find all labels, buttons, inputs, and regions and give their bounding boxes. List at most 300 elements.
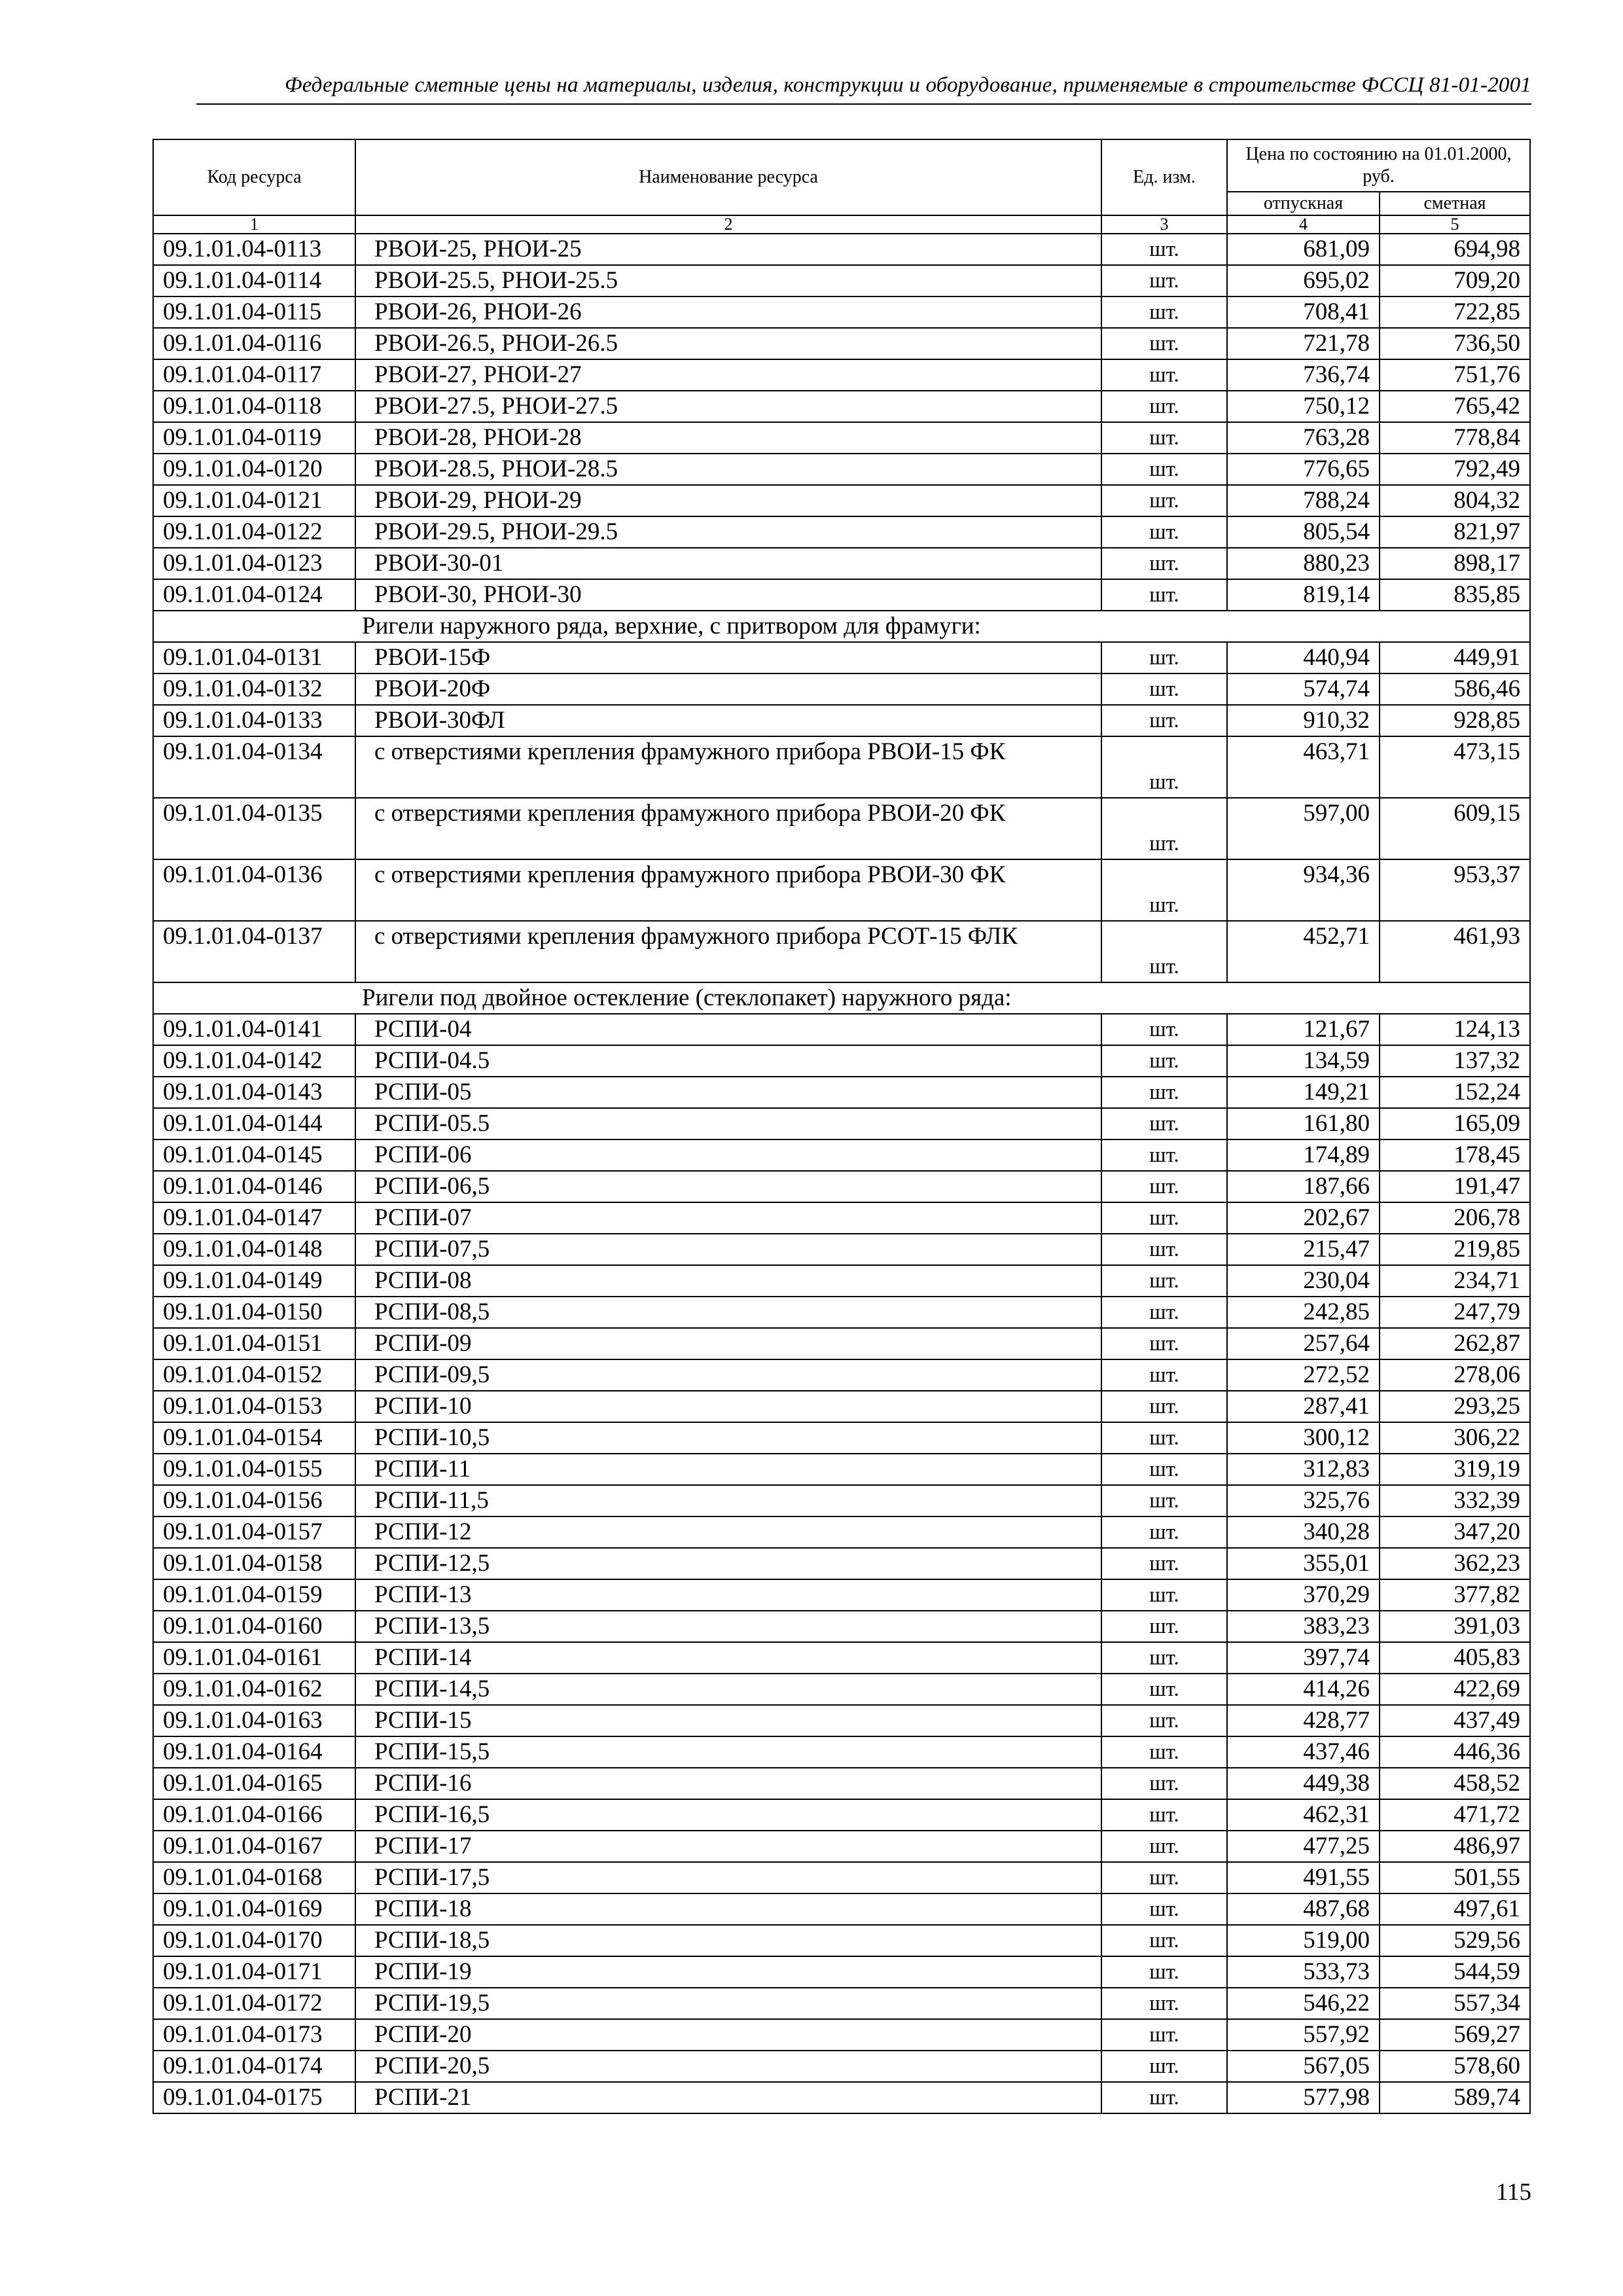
resource-name: РСПИ-08,5: [355, 1297, 1101, 1328]
resource-code: 09.1.01.04-0170: [153, 1925, 355, 1956]
release-price: 491,55: [1227, 1862, 1380, 1893]
estimate-price: 736,50: [1380, 328, 1530, 359]
resource-name: РСПИ-14: [355, 1642, 1101, 1674]
table-row: [153, 1768, 1530, 1799]
resource-code: 09.1.01.04-0147: [153, 1202, 355, 1234]
resource-code: 09.1.01.04-0164: [153, 1736, 355, 1768]
release-price: 546,22: [1227, 1988, 1380, 2019]
estimate-price: 362,23: [1380, 1548, 1530, 1579]
table-row: [153, 516, 1530, 548]
table-row: [153, 1642, 1530, 1674]
table-row: [153, 1548, 1530, 1579]
resource-name: РСПИ-20: [355, 2019, 1101, 2051]
resource-name: РСПИ-05.5: [355, 1108, 1101, 1139]
estimate-price: 529,56: [1380, 1925, 1530, 1956]
resource-name: РСПИ-15: [355, 1705, 1101, 1736]
release-price: 557,92: [1227, 2019, 1380, 2051]
resource-name: РВОИ-29.5, РНОИ-29.5: [355, 516, 1101, 548]
unit: шт.: [1101, 1171, 1227, 1202]
table-row: [153, 1359, 1530, 1391]
estimate-price: 751,76: [1380, 359, 1530, 391]
table-row: [153, 1234, 1530, 1265]
release-price: 134,59: [1227, 1045, 1380, 1077]
column-number: 1: [153, 215, 355, 234]
release-price: 736,74: [1227, 359, 1380, 391]
resource-code: 09.1.01.04-0151: [153, 1328, 355, 1359]
unit: шт.: [1101, 1768, 1227, 1799]
unit: шт.: [1101, 454, 1227, 485]
unit: шт.: [1101, 1422, 1227, 1454]
resource-code: 09.1.01.04-0141: [153, 1014, 355, 1045]
resource-code: 09.1.01.04-0116: [153, 328, 355, 359]
table-row: [153, 422, 1530, 454]
resource-code: 09.1.01.04-0134: [153, 736, 355, 798]
unit: шт.: [1101, 1579, 1227, 1611]
estimate-price: 804,32: [1380, 485, 1530, 516]
unit: шт.: [1101, 1234, 1227, 1265]
table-row: [153, 1611, 1530, 1642]
resource-name: РСПИ-10,5: [355, 1422, 1101, 1454]
resource-code: 09.1.01.04-0113: [153, 234, 355, 265]
header-code: Код ресурса: [153, 139, 355, 215]
column-number: 3: [1101, 215, 1227, 234]
table-row: [153, 485, 1530, 516]
table-row: [153, 1108, 1530, 1139]
resource-name: РВОИ-30ФЛ: [355, 705, 1101, 736]
estimate-price: 694,98: [1380, 234, 1530, 265]
release-price: 242,85: [1227, 1297, 1380, 1328]
column-number: 5: [1380, 215, 1530, 234]
estimate-price: 578,60: [1380, 2051, 1530, 2082]
estimate-price: 778,84: [1380, 422, 1530, 454]
estimate-price: 319,19: [1380, 1454, 1530, 1485]
table-row: [153, 642, 1530, 673]
resource-code: 09.1.01.04-0157: [153, 1516, 355, 1548]
table-body: [153, 234, 1530, 2113]
unit: шт.: [1101, 1831, 1227, 1862]
table-row: [153, 1202, 1530, 1234]
estimate-price: 165,09: [1380, 1108, 1530, 1139]
resource-code: 09.1.01.04-0158: [153, 1548, 355, 1579]
resource-code: 09.1.01.04-0152: [153, 1359, 355, 1391]
unit: шт.: [1101, 1202, 1227, 1234]
unit: шт.: [1101, 328, 1227, 359]
estimate-price: 262,87: [1380, 1328, 1530, 1359]
table-row: [153, 454, 1530, 485]
release-price: 230,04: [1227, 1265, 1380, 1297]
estimate-price: 332,39: [1380, 1485, 1530, 1516]
resource-code: 09.1.01.04-0150: [153, 1297, 355, 1328]
table-row: [153, 391, 1530, 422]
estimate-price: 497,61: [1380, 1893, 1530, 1925]
unit: шт.: [1101, 234, 1227, 265]
table-row: [153, 673, 1530, 705]
resource-name: РСПИ-12: [355, 1516, 1101, 1548]
document-header: Федеральные сметные цены на материалы, изделия, конструкции и оборудование, применяемые в строительстве ФССЦ 81-01-2001: [284, 73, 1531, 97]
table-row: [153, 1831, 1530, 1862]
resource-name: РВОИ-27, РНОИ-27: [355, 359, 1101, 391]
release-price: 681,09: [1227, 234, 1380, 265]
table-row: [153, 1674, 1530, 1705]
unit: шт.: [1101, 265, 1227, 296]
resource-name: РСПИ-09: [355, 1328, 1101, 1359]
unit: шт.: [1101, 1391, 1227, 1422]
release-price: 788,24: [1227, 485, 1380, 516]
resource-code: 09.1.01.04-0160: [153, 1611, 355, 1642]
release-price: 161,80: [1227, 1108, 1380, 1139]
release-price: 149,21: [1227, 1077, 1380, 1108]
column-number: 2: [355, 215, 1101, 234]
release-price: 449,38: [1227, 1768, 1380, 1799]
resource-name: РВОИ-27.5, РНОИ-27.5: [355, 391, 1101, 422]
estimate-price: 586,46: [1380, 673, 1530, 705]
estimate-price: 898,17: [1380, 548, 1530, 579]
unit: шт.: [1101, 705, 1227, 736]
header-unit: Ед. изм.: [1101, 139, 1227, 215]
table-row: [153, 1799, 1530, 1831]
table-row: [153, 548, 1530, 579]
resource-code: 09.1.01.04-0115: [153, 296, 355, 328]
estimate-price: 247,79: [1380, 1297, 1530, 1328]
unit: шт.: [1101, 1045, 1227, 1077]
resource-code: 09.1.01.04-0118: [153, 391, 355, 422]
resource-code: 09.1.01.04-0142: [153, 1045, 355, 1077]
unit: шт.: [1101, 1485, 1227, 1516]
resource-code: 09.1.01.04-0124: [153, 579, 355, 611]
release-price: 325,76: [1227, 1485, 1380, 1516]
estimate-price: 722,85: [1380, 296, 1530, 328]
resource-code: 09.1.01.04-0168: [153, 1862, 355, 1893]
unit: шт.: [1101, 485, 1227, 516]
table-row: [153, 1736, 1530, 1768]
resource-code: 09.1.01.04-0175: [153, 2082, 355, 2113]
page-number: 115: [1495, 2179, 1531, 2206]
estimate-price: 609,15: [1380, 798, 1530, 859]
estimate-price: 437,49: [1380, 1705, 1530, 1736]
unit: шт.: [1101, 1705, 1227, 1736]
resource-code: 09.1.01.04-0132: [153, 673, 355, 705]
table-row: [153, 234, 1530, 265]
resource-name: РВОИ-20Ф: [355, 673, 1101, 705]
estimate-price: 178,45: [1380, 1139, 1530, 1171]
estimate-price: 405,83: [1380, 1642, 1530, 1674]
release-price: 312,83: [1227, 1454, 1380, 1485]
release-price: 819,14: [1227, 579, 1380, 611]
release-price: 533,73: [1227, 1956, 1380, 1988]
table-row: [153, 1893, 1530, 1925]
table-row: [153, 859, 1530, 921]
release-price: 187,66: [1227, 1171, 1380, 1202]
resource-name: РВОИ-30-01: [355, 548, 1101, 579]
resource-name: РСПИ-13: [355, 1579, 1101, 1611]
unit: шт.: [1101, 1359, 1227, 1391]
resource-name: РСПИ-17,5: [355, 1862, 1101, 1893]
resource-name: с отверстиями крепления фрамужного прибора РВОИ-30 ФК: [355, 859, 1101, 921]
release-price: 519,00: [1227, 1925, 1380, 1956]
table-row: [153, 1328, 1530, 1359]
table-row: [153, 579, 1530, 611]
header-release-price: отпускная: [1227, 192, 1380, 215]
table-row: [153, 1045, 1530, 1077]
estimate-price: 792,49: [1380, 454, 1530, 485]
section-heading-row: [153, 982, 1530, 1014]
resource-code: 09.1.01.04-0148: [153, 1234, 355, 1265]
release-price: 257,64: [1227, 1328, 1380, 1359]
resource-code: 09.1.01.04-0149: [153, 1265, 355, 1297]
release-price: 463,71: [1227, 736, 1380, 798]
release-price: 287,41: [1227, 1391, 1380, 1422]
table-row: [153, 798, 1530, 859]
estimate-price: 835,85: [1380, 579, 1530, 611]
resource-code: 09.1.01.04-0137: [153, 921, 355, 982]
unit: шт.: [1101, 422, 1227, 454]
table-row: [153, 1862, 1530, 1893]
resource-name: РСПИ-16: [355, 1768, 1101, 1799]
header-rule: [196, 103, 1531, 105]
unit: шт.: [1101, 1925, 1227, 1956]
resource-name: РВОИ-26, РНОИ-26: [355, 296, 1101, 328]
estimate-price: 391,03: [1380, 1611, 1530, 1642]
table-row: [153, 1077, 1530, 1108]
resource-name: РСПИ-09,5: [355, 1359, 1101, 1391]
resource-name: РСПИ-19: [355, 1956, 1101, 1988]
resource-name: РВОИ-30, РНОИ-30: [355, 579, 1101, 611]
estimate-price: 709,20: [1380, 265, 1530, 296]
release-price: 577,98: [1227, 2082, 1380, 2113]
section-heading: Ригели под двойное остекление (стеклопакет) наружного ряда:: [355, 982, 1530, 1014]
estimate-price: 206,78: [1380, 1202, 1530, 1234]
unit: шт.: [1101, 296, 1227, 328]
estimate-price: 821,97: [1380, 516, 1530, 548]
header-price-group: Цена по состоянию на 01.01.2000, руб.: [1227, 139, 1530, 192]
resource-name: РСПИ-05: [355, 1077, 1101, 1108]
resource-code: 09.1.01.04-0156: [153, 1485, 355, 1516]
resource-name: с отверстиями крепления фрамужного прибора РСОТ-15 ФЛК: [355, 921, 1101, 982]
resource-code: 09.1.01.04-0162: [153, 1674, 355, 1705]
resource-name: РСПИ-18: [355, 1893, 1101, 1925]
resource-code: 09.1.01.04-0135: [153, 798, 355, 859]
release-price: 805,54: [1227, 516, 1380, 548]
resource-name: РВОИ-25, РНОИ-25: [355, 234, 1101, 265]
unit: шт.: [1101, 548, 1227, 579]
resource-name: РВОИ-29, РНОИ-29: [355, 485, 1101, 516]
unit: шт.: [1101, 1736, 1227, 1768]
estimate-price: 544,59: [1380, 1956, 1530, 1988]
resource-name: РСПИ-18,5: [355, 1925, 1101, 1956]
unit: шт.: [1101, 579, 1227, 611]
table-row: [153, 1171, 1530, 1202]
unit: шт.: [1101, 1862, 1227, 1893]
section-spacer: [153, 982, 355, 1014]
resource-code: 09.1.01.04-0143: [153, 1077, 355, 1108]
resource-code: 09.1.01.04-0174: [153, 2051, 355, 2082]
estimate-price: 501,55: [1380, 1862, 1530, 1893]
unit: шт.: [1101, 736, 1227, 798]
resource-name: РСПИ-04.5: [355, 1045, 1101, 1077]
estimate-price: 293,25: [1380, 1391, 1530, 1422]
estimate-price: 486,97: [1380, 1831, 1530, 1862]
unit: шт.: [1101, 859, 1227, 921]
unit: шт.: [1101, 2082, 1227, 2113]
header-estimate-price: сметная: [1380, 192, 1530, 215]
release-price: 750,12: [1227, 391, 1380, 422]
column-number-row: [153, 215, 1530, 234]
resource-name: РСПИ-12,5: [355, 1548, 1101, 1579]
unit: шт.: [1101, 516, 1227, 548]
release-price: 215,47: [1227, 1234, 1380, 1265]
estimate-price: 569,27: [1380, 2019, 1530, 2051]
resource-code: 09.1.01.04-0144: [153, 1108, 355, 1139]
estimate-price: 589,74: [1380, 2082, 1530, 2113]
unit: шт.: [1101, 1077, 1227, 1108]
resource-code: 09.1.01.04-0161: [153, 1642, 355, 1674]
unit: шт.: [1101, 798, 1227, 859]
unit: шт.: [1101, 1642, 1227, 1674]
resource-code: 09.1.01.04-0172: [153, 1988, 355, 2019]
section-spacer: [153, 611, 355, 642]
resource-name: РСПИ-11: [355, 1454, 1101, 1485]
unit: шт.: [1101, 1988, 1227, 2019]
estimate-price: 377,82: [1380, 1579, 1530, 1611]
resource-name: РВОИ-28, РНОИ-28: [355, 422, 1101, 454]
resource-name: с отверстиями крепления фрамужного прибора РВОИ-15 ФК: [355, 736, 1101, 798]
table-row: [153, 2082, 1530, 2113]
unit: шт.: [1101, 1674, 1227, 1705]
release-price: 477,25: [1227, 1831, 1380, 1862]
release-price: 370,29: [1227, 1579, 1380, 1611]
release-price: 597,00: [1227, 798, 1380, 859]
estimate-price: 458,52: [1380, 1768, 1530, 1799]
table-row: [153, 705, 1530, 736]
estimate-price: 234,71: [1380, 1265, 1530, 1297]
release-price: 776,65: [1227, 454, 1380, 485]
resource-name: РСПИ-19,5: [355, 1988, 1101, 2019]
unit: шт.: [1101, 359, 1227, 391]
release-price: 340,28: [1227, 1516, 1380, 1548]
unit: шт.: [1101, 1893, 1227, 1925]
table-row: [153, 1956, 1530, 1988]
resource-name: РВОИ-26.5, РНОИ-26.5: [355, 328, 1101, 359]
table-row: [153, 1485, 1530, 1516]
resource-code: 09.1.01.04-0145: [153, 1139, 355, 1171]
release-price: 440,94: [1227, 642, 1380, 673]
resource-name: РСПИ-14,5: [355, 1674, 1101, 1705]
release-price: 437,46: [1227, 1736, 1380, 1768]
resource-code: 09.1.01.04-0166: [153, 1799, 355, 1831]
release-price: 574,74: [1227, 673, 1380, 705]
estimate-price: 191,47: [1380, 1171, 1530, 1202]
resource-name: РВОИ-25.5, РНОИ-25.5: [355, 265, 1101, 296]
release-price: 487,68: [1227, 1893, 1380, 1925]
unit: шт.: [1101, 921, 1227, 982]
table-row: [153, 1422, 1530, 1454]
resource-name: РСПИ-07: [355, 1202, 1101, 1234]
resource-name: РСПИ-07,5: [355, 1234, 1101, 1265]
estimate-price: 347,20: [1380, 1516, 1530, 1548]
estimate-price: 928,85: [1380, 705, 1530, 736]
unit: шт.: [1101, 1297, 1227, 1328]
estimate-price: 219,85: [1380, 1234, 1530, 1265]
table-row: [153, 736, 1530, 798]
release-price: 880,23: [1227, 548, 1380, 579]
release-price: 428,77: [1227, 1705, 1380, 1736]
release-price: 695,02: [1227, 265, 1380, 296]
unit: шт.: [1101, 1611, 1227, 1642]
header-name: Наименование ресурса: [355, 139, 1101, 215]
resource-name: РСПИ-20,5: [355, 2051, 1101, 2082]
resource-code: 09.1.01.04-0169: [153, 1893, 355, 1925]
unit: шт.: [1101, 1799, 1227, 1831]
table-row: [153, 1454, 1530, 1485]
resource-name: РВОИ-15Ф: [355, 642, 1101, 673]
table-row: [153, 1579, 1530, 1611]
resource-name: РСПИ-06: [355, 1139, 1101, 1171]
estimate-price: 124,13: [1380, 1014, 1530, 1045]
unit: шт.: [1101, 391, 1227, 422]
resource-code: 09.1.01.04-0131: [153, 642, 355, 673]
resource-code: 09.1.01.04-0133: [153, 705, 355, 736]
table-row: [153, 1988, 1530, 2019]
estimate-price: 278,06: [1380, 1359, 1530, 1391]
release-price: 763,28: [1227, 422, 1380, 454]
release-price: 452,71: [1227, 921, 1380, 982]
release-price: 414,26: [1227, 1674, 1380, 1705]
unit: шт.: [1101, 1454, 1227, 1485]
unit: шт.: [1101, 1548, 1227, 1579]
resource-code: 09.1.01.04-0173: [153, 2019, 355, 2051]
resource-code: 09.1.01.04-0122: [153, 516, 355, 548]
estimate-price: 446,36: [1380, 1736, 1530, 1768]
resource-code: 09.1.01.04-0123: [153, 548, 355, 579]
resource-code: 09.1.01.04-0167: [153, 1831, 355, 1862]
resource-code: 09.1.01.04-0165: [153, 1768, 355, 1799]
release-price: 355,01: [1227, 1548, 1380, 1579]
estimate-price: 471,72: [1380, 1799, 1530, 1831]
release-price: 202,67: [1227, 1202, 1380, 1234]
table-row: [153, 1925, 1530, 1956]
resource-code: 09.1.01.04-0117: [153, 359, 355, 391]
table-row: [153, 2019, 1530, 2051]
table-row: [153, 1705, 1530, 1736]
resource-code: 09.1.01.04-0136: [153, 859, 355, 921]
release-price: 397,74: [1227, 1642, 1380, 1674]
release-price: 462,31: [1227, 1799, 1380, 1831]
release-price: 121,67: [1227, 1014, 1380, 1045]
unit: шт.: [1101, 2019, 1227, 2051]
estimate-price: 306,22: [1380, 1422, 1530, 1454]
unit: шт.: [1101, 1516, 1227, 1548]
unit: шт.: [1101, 1014, 1227, 1045]
resource-name: РСПИ-04: [355, 1014, 1101, 1045]
table-row: [153, 1516, 1530, 1548]
estimate-price: 557,34: [1380, 1988, 1530, 2019]
unit: шт.: [1101, 1328, 1227, 1359]
resource-code: 09.1.01.04-0114: [153, 265, 355, 296]
table-row: [153, 1014, 1530, 1045]
resource-name: РСПИ-16,5: [355, 1799, 1101, 1831]
column-number: 4: [1227, 215, 1380, 234]
resource-name: РСПИ-17: [355, 1831, 1101, 1862]
resource-code: 09.1.01.04-0153: [153, 1391, 355, 1422]
estimate-price: 137,32: [1380, 1045, 1530, 1077]
section-heading: Ригели наружного ряда, верхние, с притвором для фрамуги:: [355, 611, 1530, 642]
resource-name: РСПИ-21: [355, 2082, 1101, 2113]
resource-code: 09.1.01.04-0171: [153, 1956, 355, 1988]
estimate-price: 473,15: [1380, 736, 1530, 798]
resource-name: РСПИ-13,5: [355, 1611, 1101, 1642]
unit: шт.: [1101, 673, 1227, 705]
unit: шт.: [1101, 2051, 1227, 2082]
